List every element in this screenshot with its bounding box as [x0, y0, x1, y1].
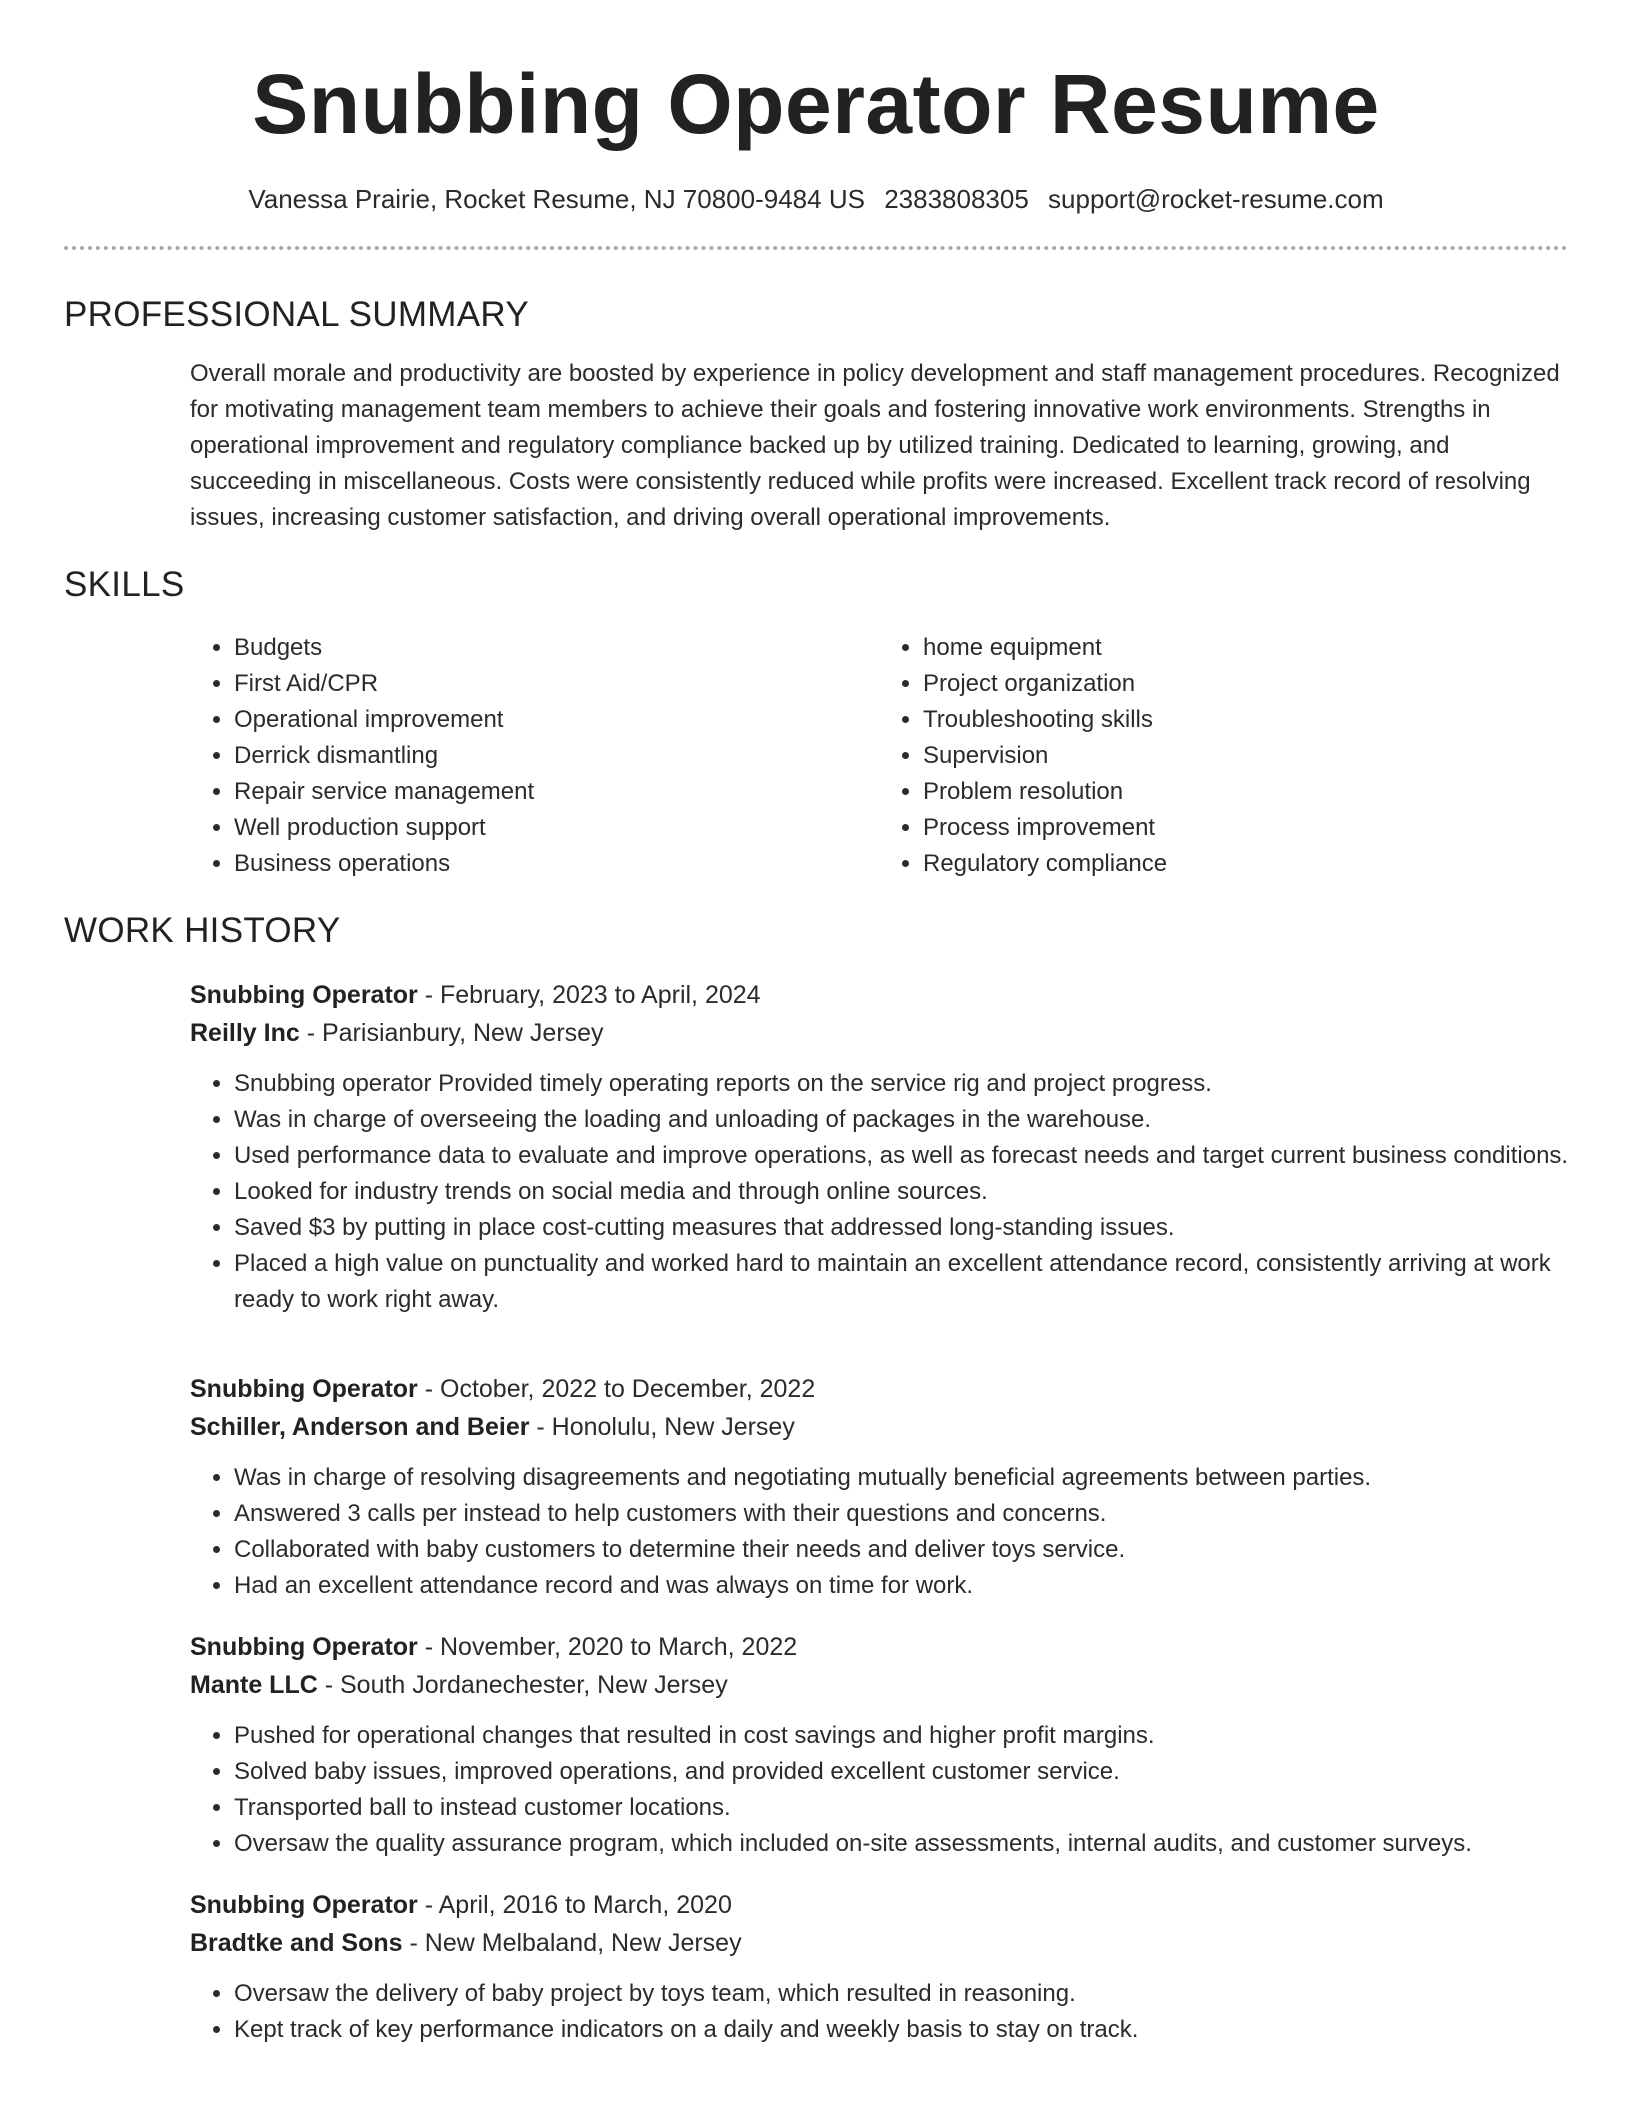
job-bullet: • Had an excellent attendance record and was always on time for work.	[234, 1568, 1614, 1604]
job-entry	[190, 1886, 1568, 2048]
skill-item: • Budgets	[234, 630, 879, 666]
job-company-line	[190, 1408, 1568, 1446]
skill-item: • Derrick dismantling	[234, 738, 879, 774]
summary-heading: PROFESSIONAL SUMMARY	[64, 295, 529, 334]
job-dates: - April, 2016 to March, 2020	[417, 1891, 732, 1919]
job-title: Snubbing Operator	[190, 981, 418, 1009]
skill-item: • Repair service management	[234, 774, 879, 810]
job-bullets	[190, 1460, 1614, 1604]
skill-item: • Business operations	[234, 846, 879, 882]
job-bullet: • Saved $3 by putting in place cost-cutting measures that addressed long-standing issues.	[234, 1210, 1614, 1246]
job-title-line	[190, 1370, 1568, 1408]
job-location: - South Jordanechester, New Jersey	[317, 1671, 728, 1699]
header-divider	[64, 246, 1568, 250]
job-company: Bradtke and Sons	[190, 1929, 403, 1957]
job-company: Reilly Inc	[190, 1019, 300, 1047]
skill-item: • Project organization	[923, 666, 1568, 702]
contact-phone: 2383808305	[884, 184, 1029, 214]
skills-column-left	[190, 630, 879, 882]
skill-item: • First Aid/CPR	[234, 666, 879, 702]
job-bullet: • Was in charge of overseeing the loading and unloading of packages in the warehouse.	[234, 1102, 1614, 1138]
skills-heading: SKILLS	[64, 565, 185, 604]
summary-text: Overall morale and productivity are boosted by experience in policy development and staff management procedures. Recognized for motivating management team members to achieve their goals and fostering innovative work environments. Strengths in operational improvement and regulatory compliance backed up by utilized training. Dedicated to learning, growing, and succeeding in miscellaneous. Costs were consistently reduced while profits were increased. Excellent track record of resolving issues, increasing customer satisfaction, and driving overall operational improvements.	[190, 360, 1560, 531]
skill-item: • home equipment	[923, 630, 1568, 666]
job-bullet: • Kept track of key performance indicators on a daily and weekly basis to stay on track.	[234, 2012, 1614, 2048]
contact-address: Vanessa Prairie, Rocket Resume, NJ 70800-9484 US	[248, 184, 865, 214]
job-company: Mante LLC	[190, 1671, 318, 1699]
job-entry	[190, 1628, 1568, 1862]
job-title: Snubbing Operator	[190, 1891, 418, 1919]
skill-item: • Operational improvement	[234, 702, 879, 738]
skill-item: • Regulatory compliance	[923, 846, 1568, 882]
skills-list	[190, 630, 1568, 882]
job-dates: - February, 2023 to April, 2024	[417, 981, 761, 1009]
job-company: Schiller, Anderson and Beier	[190, 1413, 530, 1441]
job-bullet: • Collaborated with baby customers to determine their needs and deliver toys service.	[234, 1532, 1614, 1568]
contact-line	[64, 182, 1568, 216]
job-title: Snubbing Operator	[190, 1633, 418, 1661]
job-bullet: • Was in charge of resolving disagreements and negotiating mutually beneficial agreements between parties.	[234, 1460, 1614, 1496]
skills-column-right	[879, 630, 1568, 882]
job-bullet: • Placed a high value on punctuality and worked hard to maintain an excellent attendance record, consistently arriving at work ready to work right away.	[234, 1246, 1614, 1318]
job-dates: - October, 2022 to December, 2022	[417, 1375, 816, 1403]
job-entry	[190, 1370, 1568, 1604]
job-bullet: • Looked for industry trends on social media and through online sources.	[234, 1174, 1614, 1210]
job-bullets	[190, 1066, 1614, 1318]
job-title-line	[190, 976, 1568, 1014]
job-bullet: • Pushed for operational changes that resulted in cost savings and higher profit margins.	[234, 1718, 1614, 1754]
job-bullets	[190, 1718, 1614, 1862]
skill-item: • Troubleshooting skills	[923, 702, 1568, 738]
job-bullet: • Answered 3 calls per instead to help customers with their questions and concerns.	[234, 1496, 1614, 1532]
skill-item: • Problem resolution	[923, 774, 1568, 810]
job-title: Snubbing Operator	[190, 1375, 418, 1403]
job-company-line	[190, 1924, 1568, 1962]
resume-title: Snubbing Operator Resume	[252, 57, 1380, 151]
contact-email: support@rocket-resume.com	[1048, 184, 1384, 214]
job-bullet: • Oversaw the quality assurance program, which included on-site assessments, internal audits, and customer surveys.	[234, 1826, 1614, 1862]
job-bullet: • Solved baby issues, improved operations, and provided excellent customer service.	[234, 1754, 1614, 1790]
skill-item: • Process improvement	[923, 810, 1568, 846]
job-location: - New Melbaland, New Jersey	[402, 1929, 742, 1957]
job-company-line	[190, 1014, 1568, 1052]
job-bullet: • Oversaw the delivery of baby project by toys team, which resulted in reasoning.	[234, 1976, 1614, 2012]
job-title-line	[190, 1628, 1568, 1666]
job-spacer	[64, 1318, 1568, 1346]
job-entry	[190, 976, 1568, 1318]
job-bullet: • Transported ball to instead customer locations.	[234, 1790, 1614, 1826]
job-location: - Honolulu, New Jersey	[529, 1413, 795, 1441]
job-bullet: • Snubbing operator Provided timely operating reports on the service rig and project progress.	[234, 1066, 1614, 1102]
job-bullet: • Used performance data to evaluate and improve operations, as well as forecast needs and target current business conditions.	[234, 1138, 1614, 1174]
job-location: - Parisianbury, New Jersey	[299, 1019, 604, 1047]
skill-item: • Supervision	[923, 738, 1568, 774]
work-history-heading: WORK HISTORY	[64, 911, 341, 950]
skill-item: • Well production support	[234, 810, 879, 846]
job-dates: - November, 2020 to March, 2022	[417, 1633, 798, 1661]
job-company-line	[190, 1666, 1568, 1704]
job-title-line	[190, 1886, 1568, 1924]
job-bullets	[190, 1976, 1614, 2048]
